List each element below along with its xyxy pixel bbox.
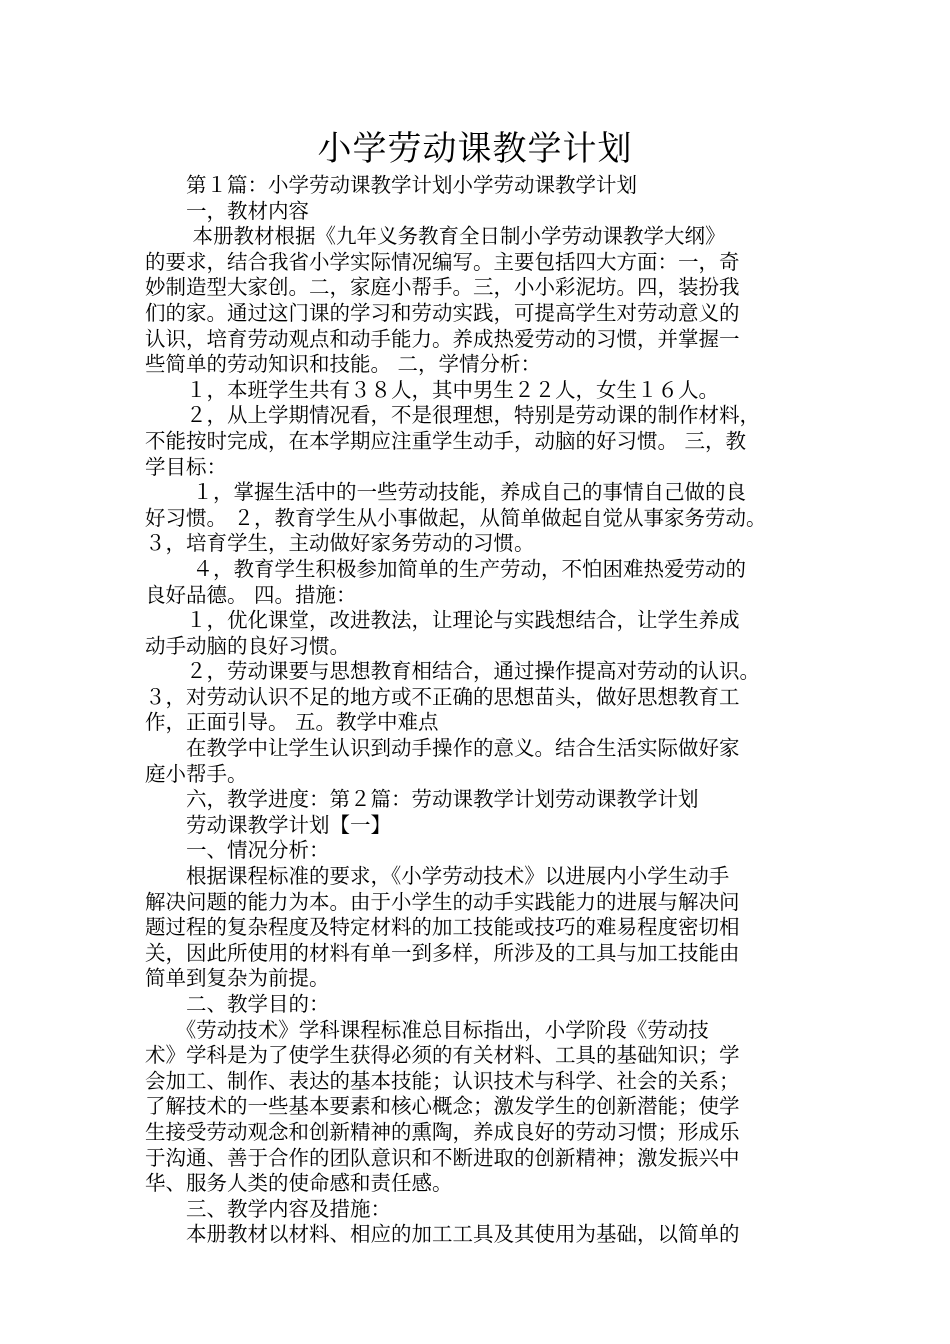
text-line: 些简单的劳动知识和技能。 二，学情分析： [145, 352, 542, 377]
text-line: 二、教学目的： [145, 992, 330, 1016]
text-line: 《劳动技术》学科课程标准总目标指出，小学阶段《劳动技 [145, 1017, 709, 1042]
text-line: 华、服务人类的使命感和责任感。 [145, 1171, 453, 1196]
text-line: 了解技术的一些基本要素和核心概念；激发学生的创新潜能；使学 [145, 1094, 740, 1119]
text-line: 作，正面引导。 五。教学中难点 [145, 710, 439, 735]
text-line: 庭小帮手。 [145, 761, 248, 786]
text-line: ２，劳动课要与思想教育相结合，通过操作提高对劳动的认识。 [145, 659, 760, 684]
text-line: 简单到复杂为前提。 [145, 966, 330, 991]
document-title: 小学劳动课教学计划 [317, 129, 633, 169]
text-line: 一、情况分析： [145, 838, 330, 863]
text-line: 术》学科是为了使学生获得必须的有关材料、工具的基础知识；学 [145, 1043, 740, 1068]
text-line: 妙制造型大家创。二，家庭小帮手。三，小小彩泥坊。四，装扮我 [145, 275, 740, 300]
text-line: 良好品德。 四。措施： [145, 582, 357, 607]
text-line: 会加工、制作、表达的基本技能；认识技术与科学、社会的关系； [145, 1068, 740, 1093]
text-line: １，本班学生共有３８人，其中男生２２人，女生１６人。 [145, 377, 719, 402]
text-line: 好习惯。 ２，教育学生从小事做起，从简单做起自觉从事家务劳动。 [145, 505, 767, 530]
document-body [145, 173, 811, 1248]
text-line: 生接受劳动观念和创新精神的熏陶，养成良好的劳动习惯；形成乐 [145, 1119, 740, 1144]
text-line: 动手动脑的良好习惯。 [145, 633, 350, 658]
text-line: 在教学中让学生认识到动手操作的意义。结合生活实际做好家 [145, 736, 740, 761]
text-line: １，优化课堂，改进教法，让理论与实践想结合，让学生养成 [145, 608, 740, 633]
text-line: 不能按时完成，在本学期应注重学生动手，动脑的好习惯。 三，教 [145, 428, 747, 453]
text-line: 于沟通、善于合作的团队意识和不断进取的创新精神；激发振兴中 [145, 1145, 740, 1170]
text-line: 根据课程标准的要求，《小学劳动技术》以进展内小学生动手 [145, 864, 730, 889]
text-line: 第１篇：小学劳动课教学计划小学劳动课教学计划 [145, 173, 637, 197]
text-line: 三、教学内容及措施： [145, 1196, 391, 1221]
text-line: １，掌握生活中的一些劳动技能，养成自己的事情自己做的良 [145, 480, 747, 505]
text-line: 题过程的复杂程度及特定材料的加工技能或技巧的难易程度密切相 [145, 915, 740, 940]
text-line: 认识，培育劳动观点和动手能力。养成热爱劳动的习惯，并掌握一 [145, 326, 740, 351]
text-line: ３，培育学生，主动做好家务劳动的习惯。 [145, 531, 535, 556]
text-line: 学目标： [145, 454, 227, 479]
text-line: 本册教材根据《九年义务教育全日制小学劳动课教学大纲》 [145, 224, 726, 249]
text-line: 六，教学进度：第２篇：劳动课教学计划劳动课教学计划 [145, 787, 699, 812]
text-line: ３，对劳动认识不足的地方或不正确的思想苗头，做好思想教育工 [145, 684, 740, 709]
text-line: ４，教育学生积极参加简单的生产劳动，不怕困难热爱劳动的 [145, 556, 747, 581]
text-line: 的要求，结合我省小学实际情况编写。主要包括四大方面：一，奇 [145, 249, 740, 274]
text-line: 一，教材内容 [145, 198, 309, 223]
text-line: 本册教材以材料、相应的加工工具及其使用为基础，以简单的 [145, 1222, 740, 1247]
text-line: ２，从上学期情况看，不是很理想，特别是劳动课的制作材料， [145, 403, 760, 428]
text-line: 们的家。通过这门课的学习和劳动实践，可提高学生对劳动意义的 [145, 300, 740, 325]
text-line: 劳动课教学计划【一】 [145, 812, 391, 837]
text-line: 关，因此所使用的材料有单一到多样，所涉及的工具与加工技能由 [145, 940, 740, 965]
text-line: 解决问题的能力为本。由于小学生的动手实践能力的进展与解决问 [145, 889, 740, 914]
